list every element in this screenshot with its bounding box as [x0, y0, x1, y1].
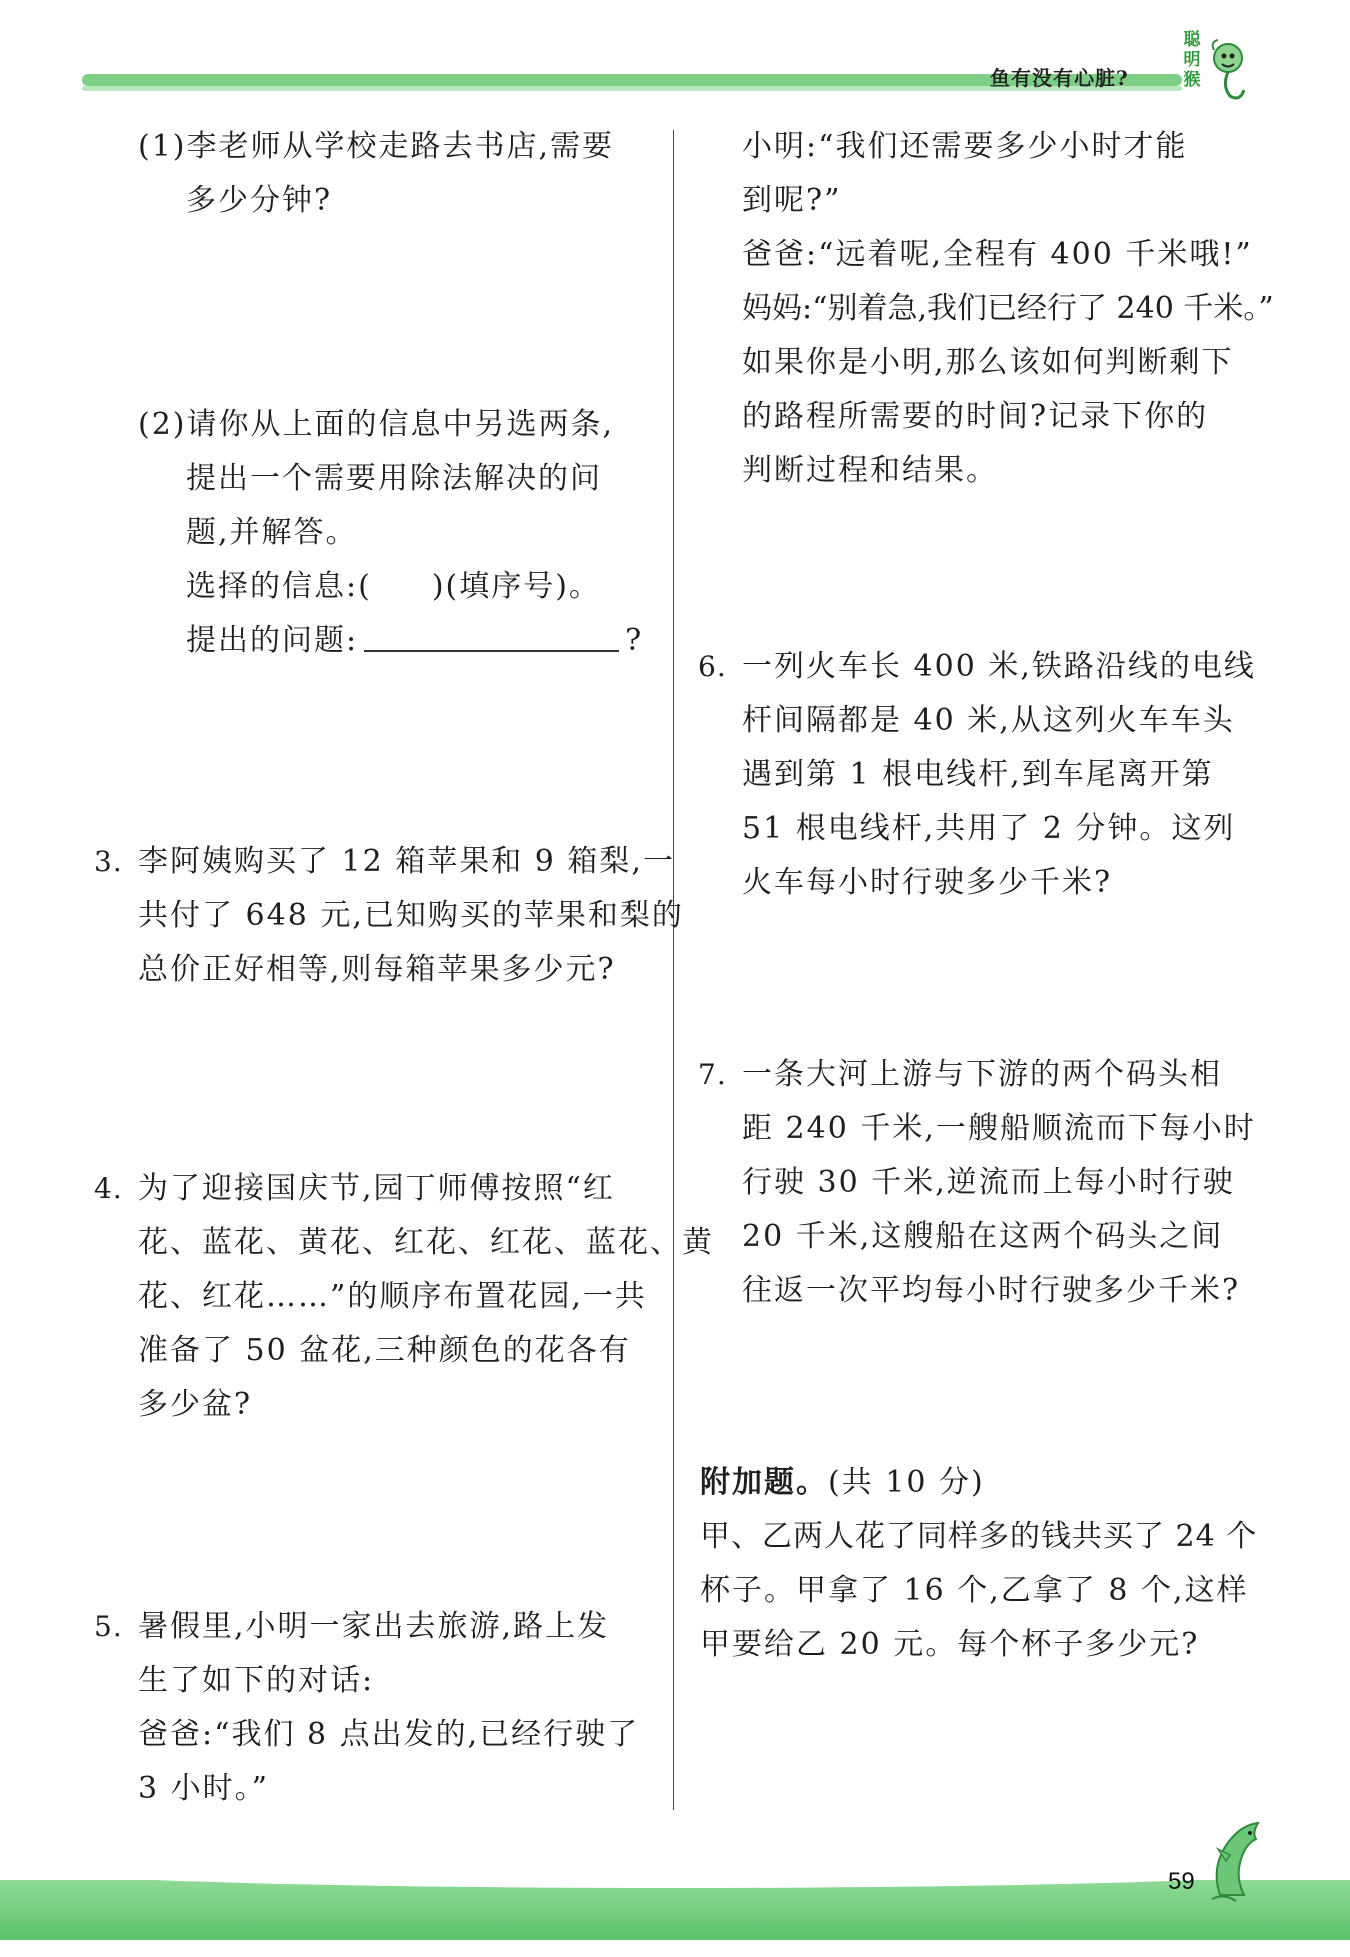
text-line: 判断过程和结果。 — [742, 453, 998, 488]
text-line: 甲、乙两人花了同样多的钱共买了 24 个 — [700, 1519, 1258, 1554]
bonus-title: 附加题。 — [700, 1465, 828, 1500]
bonus-question — [700, 1456, 1257, 1672]
dolphin-icon — [1200, 1815, 1270, 1905]
text-line: 妈妈:“别着急,我们已经行了 240 千米。” — [742, 291, 1274, 326]
bonus-score: (共 10 分) — [828, 1465, 985, 1500]
text-line: 行驶 30 千米,逆流而上每小时行驶 — [742, 1165, 1235, 1200]
text-line: 暑假里,小明一家出去旅游,路上发 — [138, 1609, 610, 1644]
question-7-number: 7. — [698, 1058, 727, 1091]
text-line: 遇到第 1 根电线杆,到车尾离开第 — [742, 757, 1214, 792]
question-7 — [742, 1048, 1256, 1318]
text-line: 准备了 50 盆花,三种颜色的花各有 — [138, 1333, 631, 1368]
page-number: 59 — [1168, 1868, 1195, 1895]
question-4-number: 4. — [94, 1172, 123, 1205]
question-4 — [138, 1162, 714, 1432]
question-6 — [742, 640, 1256, 910]
text-line: 杆间隔都是 40 米,从这列火车车头 — [742, 703, 1235, 738]
question-2-part-1 — [138, 120, 614, 228]
text-line: 爸爸:“远着呢,全程有 400 千米哦!” — [742, 237, 1253, 272]
proposed-question-prefix: 提出的问题: — [186, 623, 359, 658]
text-line: 甲要给乙 20 元。每个杯子多少元? — [700, 1627, 1200, 1662]
text-line: 火车每小时行驶多少千米? — [742, 865, 1113, 900]
text-line: 多少盆? — [138, 1387, 253, 1422]
text-line: 距 240 千米,一艘船顺流而下每小时 — [742, 1111, 1256, 1146]
selected-info-line — [138, 560, 643, 614]
text-line: 花、红花……”的顺序布置花园,一共 — [138, 1279, 647, 1314]
question-6-number: 6. — [698, 650, 727, 683]
proposed-question-suffix: ? — [625, 623, 644, 658]
text-line: 51 根电线杆,共用了 2 分钟。这列 — [742, 811, 1236, 846]
question-2-part-2 — [138, 398, 643, 668]
text-line: 共付了 648 元,已知购买的苹果和梨的 — [138, 898, 684, 933]
brand-logo-text: 聪明猴 — [1183, 30, 1201, 90]
text-line: 多少分钟? — [186, 183, 333, 218]
text-line: 提出一个需要用除法解决的问 — [186, 461, 602, 496]
text-line: 到呢?” — [742, 183, 842, 218]
text-line: 20 千米,这艘船在这两个码头之间 — [742, 1219, 1224, 1254]
question-5-number: 5. — [94, 1610, 123, 1643]
text-line: 总价正好相等,则每箱苹果多少元? — [138, 952, 616, 987]
text-line: 题,并解答。 — [186, 515, 358, 550]
text-line: 爸爸:“我们 8 点出发的,已经行驶了 — [138, 1717, 640, 1752]
question-5-continued — [742, 120, 1274, 498]
text-line: 李阿姨购买了 12 箱苹果和 9 箱梨,一 — [138, 844, 675, 879]
proposed-question-line — [138, 614, 643, 668]
bonus-heading — [700, 1456, 1257, 1510]
text-line: 往返一次平均每小时行驶多少千米? — [742, 1273, 1241, 1308]
text-line: (1)李老师从学校走路去书店,需要 — [138, 129, 615, 164]
text-line: 一列火车长 400 米,铁路沿线的电线 — [742, 649, 1256, 684]
header-note: 鱼有没有心脏? — [990, 66, 1129, 90]
text-line: 的路程所需要的时间?记录下你的 — [742, 399, 1209, 434]
question-3 — [138, 835, 684, 997]
question-5 — [138, 1600, 639, 1816]
text-line: 3 小时。” — [138, 1771, 269, 1806]
text-line: 小明:“我们还需要多少小时才能 — [742, 129, 1188, 164]
text-line: 生了如下的对话: — [138, 1663, 375, 1698]
selected-info-prefix: 选择的信息:( — [186, 569, 372, 604]
text-line: 如果你是小明,那么该如何判断剩下 — [742, 345, 1234, 380]
text-line: 一条大河上游与下游的两个码头相 — [742, 1057, 1222, 1092]
question-3-number: 3. — [94, 845, 123, 878]
footer-stripe — [0, 1880, 1350, 1940]
text-line: (2)请你从上面的信息中另选两条, — [138, 407, 615, 442]
proposed-question-blank[interactable] — [364, 620, 619, 652]
text-line: 为了迎接国庆节,园丁师傅按照“红 — [138, 1171, 615, 1206]
text-line: 杯子。甲拿了 16 个,乙拿了 8 个,这样 — [700, 1573, 1249, 1608]
text-line: 花、蓝花、黄花、红花、红花、蓝花、黄 — [138, 1225, 714, 1260]
selected-info-suffix: )(填序号)。 — [431, 569, 601, 604]
